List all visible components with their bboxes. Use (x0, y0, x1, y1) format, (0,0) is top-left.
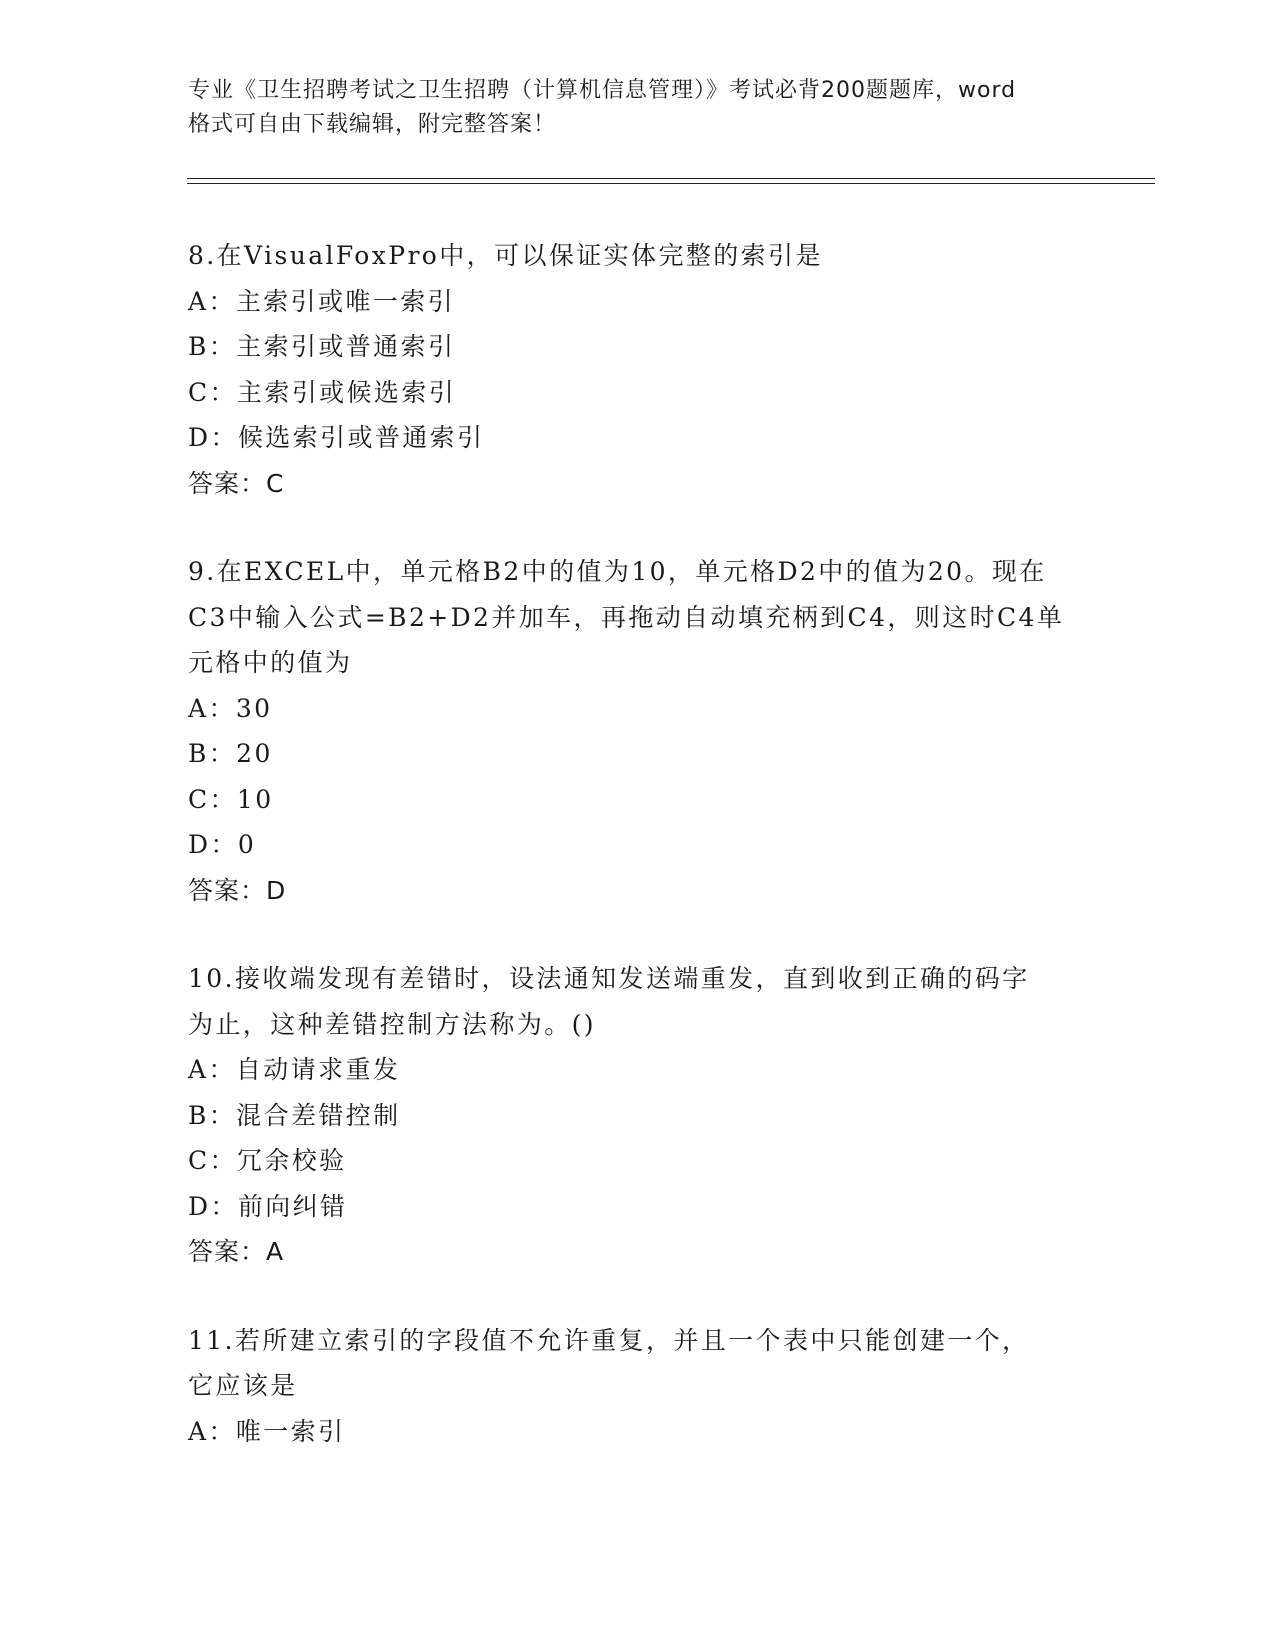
option-b: B：20 (188, 739, 273, 768)
option-d: D：候选索引或普通索引 (188, 423, 485, 452)
option-d: D：前向纠错 (188, 1191, 348, 1221)
option-d: D：0 (188, 830, 257, 859)
option-a: A：自动请求重发 (188, 1055, 401, 1084)
question-9 (188, 549, 1088, 913)
document-header (188, 74, 1088, 142)
option-a: A：30 (188, 693, 273, 723)
question-text: 它应该是 (188, 1371, 298, 1400)
answer: 答案：A (188, 1237, 285, 1266)
question-list (188, 233, 1088, 1497)
question-text: 为止，这种差错控制方法称为。() (188, 1009, 596, 1039)
option-a: A：唯一索引 (188, 1416, 346, 1446)
answer: 答案：D (188, 875, 287, 905)
question-text: 11.若所建立索引的字段值不允许重复，并且一个表中只能创建一个， (188, 1325, 1030, 1355)
question-11 (188, 1318, 1088, 1455)
header-line: 专业《卫生招聘考试之卫生招聘（计算机信息管理）》考试必背200题题库，word (188, 78, 1017, 103)
header-line: 格式可自由下载编辑，附完整答案！ (188, 112, 557, 137)
option-c: C：冗余校验 (188, 1146, 347, 1175)
question-text: 10.接收端发现有差错时，设法通知发送端重发，直到收到正确的码字 (188, 964, 1030, 993)
question-text: C3中输入公式=B2+D2并加车，再拖动自动填充柄到C4，则这时C4单 (188, 602, 1065, 632)
question-text: 元格中的值为 (188, 648, 353, 677)
header-divider-bottom (187, 183, 1155, 184)
option-a: A：主索引或唯一索引 (188, 286, 456, 316)
header-divider-top (187, 178, 1155, 179)
question-10 (188, 956, 1088, 1275)
answer: 答案：C (188, 468, 285, 498)
question-text: 8.在VisualFoxPro中，可以保证实体完整的索引是 (188, 241, 823, 270)
option-b: B：主索引或普通索引 (188, 332, 456, 361)
option-c: C：主索引或候选索引 (188, 377, 457, 407)
question-text: 9.在EXCEL中，单元格B2中的值为10，单元格D2中的值为20。现在 (188, 557, 1047, 586)
option-b: B：混合差错控制 (188, 1100, 401, 1130)
option-c: C：10 (188, 784, 274, 814)
question-8 (188, 233, 1088, 506)
